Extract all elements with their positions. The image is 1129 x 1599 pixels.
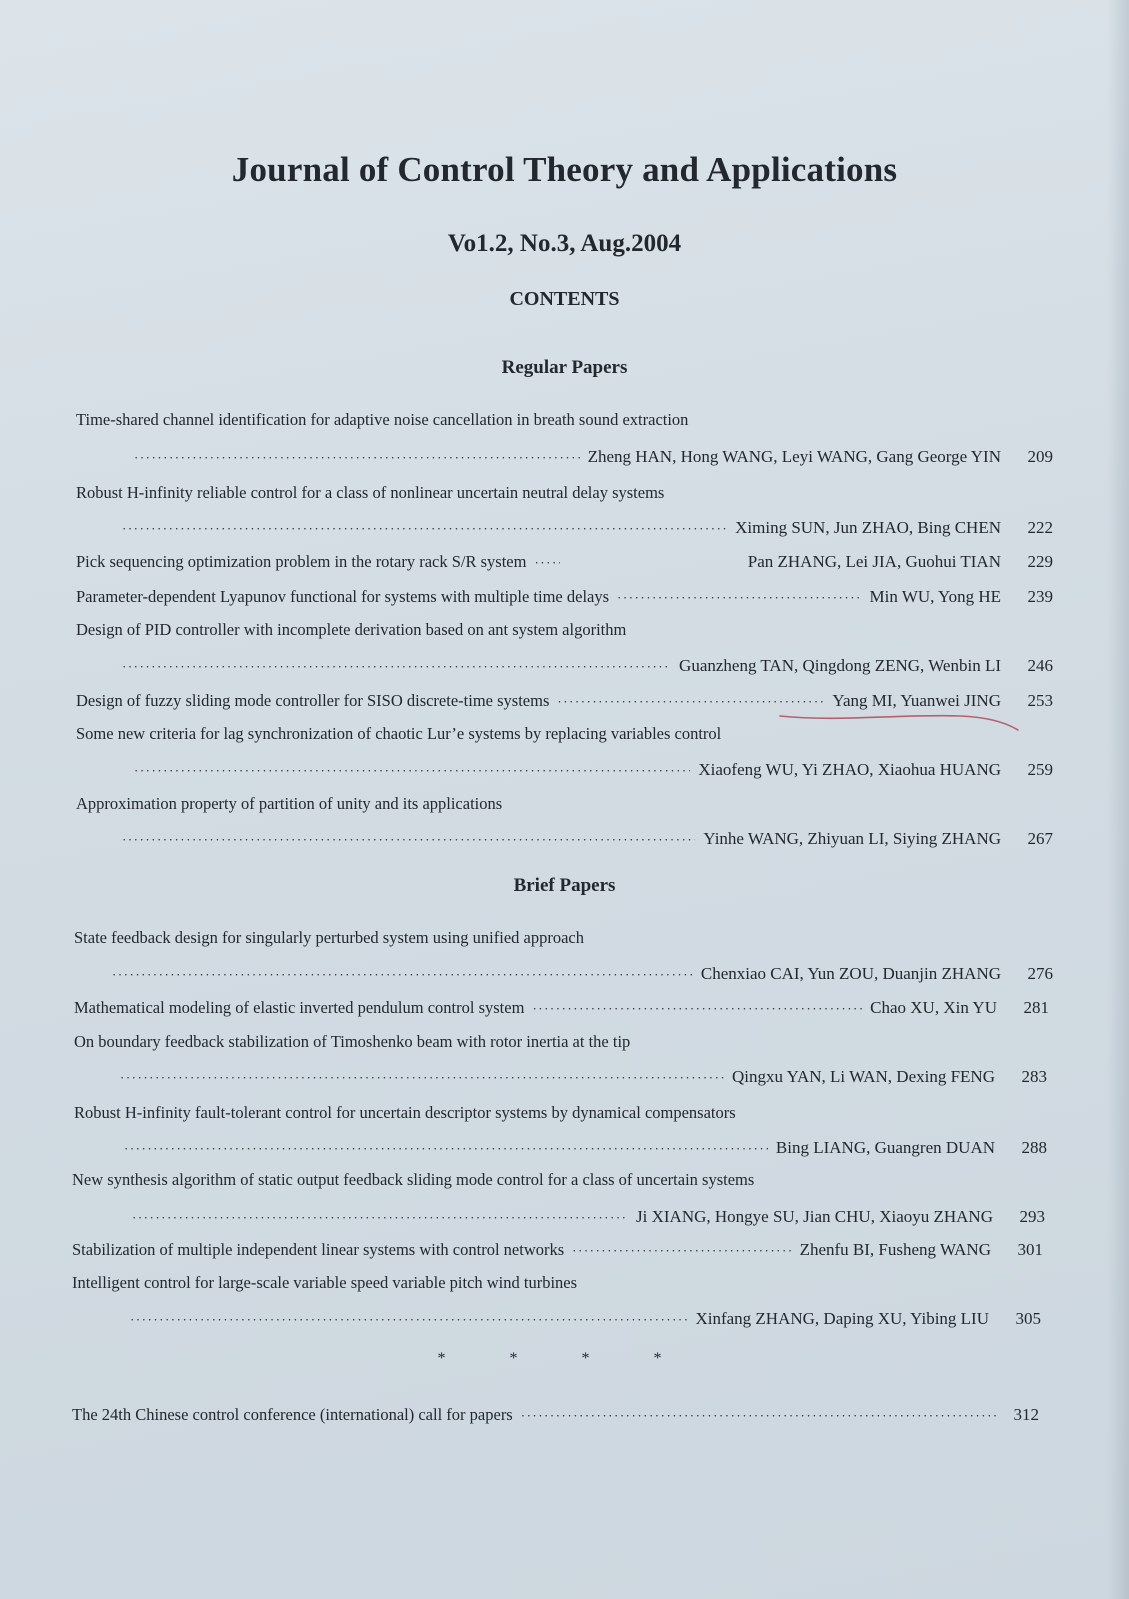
paper-authors: Bing LIANG, Guangren DUAN [775, 1138, 995, 1157]
paper-authors: Zhenfu BI, Fusheng WANG [799, 1240, 991, 1259]
dot-leader [120, 1070, 724, 1086]
paper-authors: Ji XIANG, Hongye SU, Jian CHU, Xiaoyu ZHANG [636, 1207, 993, 1226]
section-heading-brief: Brief Papers [513, 875, 616, 896]
dot-leader [134, 763, 690, 779]
toc-entry-line [76, 587, 1053, 607]
dot-leader [132, 1210, 628, 1226]
section-heading-regular: Regular Papers [501, 357, 628, 378]
toc-entry-line [132, 1207, 1045, 1227]
dot-leader [122, 659, 671, 675]
toc-entry-line [112, 964, 1053, 984]
page-number: 281 [1023, 998, 1049, 1017]
page-number: 301 [1017, 1240, 1043, 1259]
toc-entry-line [122, 656, 1053, 676]
toc-entry-line [130, 1309, 1041, 1329]
volume-issue-line: Vo1.2, No.3, Aug.2004 [447, 230, 682, 257]
paper-authors: Ximing SUN, Jun ZHAO, Bing CHEN [735, 518, 1001, 537]
dot-leader [521, 1408, 997, 1424]
paper-title: Some new criteria for lag synchronization of chaotic Lur’e systems by replacing variables control [76, 724, 722, 743]
paper-authors: Yang MI, Yuanwei JING [832, 691, 1001, 710]
page-number: 259 [1027, 760, 1053, 779]
dot-leader [112, 967, 693, 983]
page-number: 288 [1021, 1138, 1047, 1157]
paper-title: Approximation property of partition of unity and its applications [76, 794, 503, 813]
toc-entry-line [134, 760, 1053, 780]
paper-authors: Xinfang ZHANG, Daping XU, Yibing LIU [695, 1309, 989, 1328]
page-number: 229 [1027, 552, 1053, 571]
page-number: 312 [1013, 1405, 1039, 1424]
page-number: 246 [1027, 656, 1053, 675]
paper-title: Parameter-dependent Lyapunov functional for systems with multiple time delays [76, 587, 610, 606]
paper-authors: Min WU, Yong HE [869, 587, 1001, 606]
page-number: 276 [1027, 964, 1053, 983]
page-number: 283 [1021, 1067, 1047, 1086]
dot-leader [532, 1001, 862, 1017]
paper-title: Design of PID controller with incomplete derivation based on ant system algorithm [76, 620, 627, 639]
paper-title: Design of fuzzy sliding mode controller for SISO discrete-time systems [76, 691, 550, 710]
page-number: 222 [1027, 518, 1053, 537]
paper-title: Robust H-infinity reliable control for a class of nonlinear uncertain neutral delay systems [76, 483, 665, 502]
paper-authors: Yinhe WANG, Zhiyuan LI, Siying ZHANG [703, 829, 1001, 848]
paper-title: On boundary feedback stabilization of Timoshenko beam with rotor inertia at the tip [74, 1032, 631, 1051]
dot-leader [534, 555, 560, 571]
toc-entry-line [134, 447, 1053, 467]
dot-leader [124, 1141, 768, 1157]
page-number: 209 [1027, 447, 1053, 466]
paper-authors: Chao XU, Xin YU [870, 998, 997, 1017]
dot-leader [134, 450, 580, 466]
paper-title: Pick sequencing optimization problem in the rotary rack S/R system [76, 552, 527, 571]
dot-leader [122, 521, 727, 537]
paper-authors: Guanzheng TAN, Qingdong ZENG, Wenbin LI [679, 656, 1001, 675]
contents-heading: CONTENTS [509, 288, 620, 310]
paper-title: Intelligent control for large-scale variable speed variable pitch wind turbines [72, 1273, 578, 1292]
paper-title: Time-shared channel identification for adaptive noise cancellation in breath sound extraction [76, 410, 689, 429]
announcement-title: The 24th Chinese control conference (international) call for papers [72, 1405, 513, 1424]
toc-entry-line [124, 1138, 1047, 1158]
toc-entry-line [76, 691, 1053, 711]
dot-leader [572, 1243, 791, 1259]
page-number: 253 [1027, 691, 1053, 710]
paper-authors: Pan ZHANG, Lei JIA, Guohui TIAN [747, 552, 1001, 571]
page-number: 305 [1015, 1309, 1041, 1328]
dot-leader [557, 694, 824, 710]
paper-title: Mathematical modeling of elastic inverted pendulum control system [74, 998, 525, 1017]
page-number: 267 [1027, 829, 1053, 848]
dot-leader [122, 832, 695, 848]
paper-title: State feedback design for singularly perturbed system using unified approach [74, 928, 584, 947]
paper-title: Stabilization of multiple independent linear systems with control networks [72, 1240, 565, 1259]
toc-entry-line [122, 518, 1053, 538]
toc-entry-line [120, 1067, 1047, 1087]
paper-title: Robust H-infinity fault-tolerant control for uncertain descriptor systems by dynamical compensators [74, 1103, 736, 1122]
toc-entry-line [122, 829, 1053, 849]
page-number: 293 [1019, 1207, 1045, 1226]
page-number: 239 [1027, 587, 1053, 606]
section-separator: * * * * [437, 1350, 692, 1367]
dot-leader [617, 590, 861, 606]
toc-entry-line [74, 998, 1049, 1018]
toc-entry-line [72, 1240, 1043, 1260]
journal-title: Journal of Control Theory and Applications [231, 150, 898, 189]
paper-authors: Chenxiao CAI, Yun ZOU, Duanjin ZHANG [700, 964, 1001, 983]
paper-title: New synthesis algorithm of static output feedback sliding mode control for a class of uncertain systems [72, 1170, 755, 1189]
paper-authors: Zheng HAN, Hong WANG, Leyi WANG, Gang George YIN [587, 447, 1001, 466]
toc-entry-line [76, 552, 1053, 572]
page-edge-shadow [1107, 0, 1129, 1599]
dot-leader [130, 1312, 687, 1328]
paper-authors: Xiaofeng WU, Yi ZHAO, Xiaohua HUANG [698, 760, 1001, 779]
paper-authors: Qingxu YAN, Li WAN, Dexing FENG [731, 1067, 995, 1086]
toc-entry-line [72, 1405, 1039, 1425]
